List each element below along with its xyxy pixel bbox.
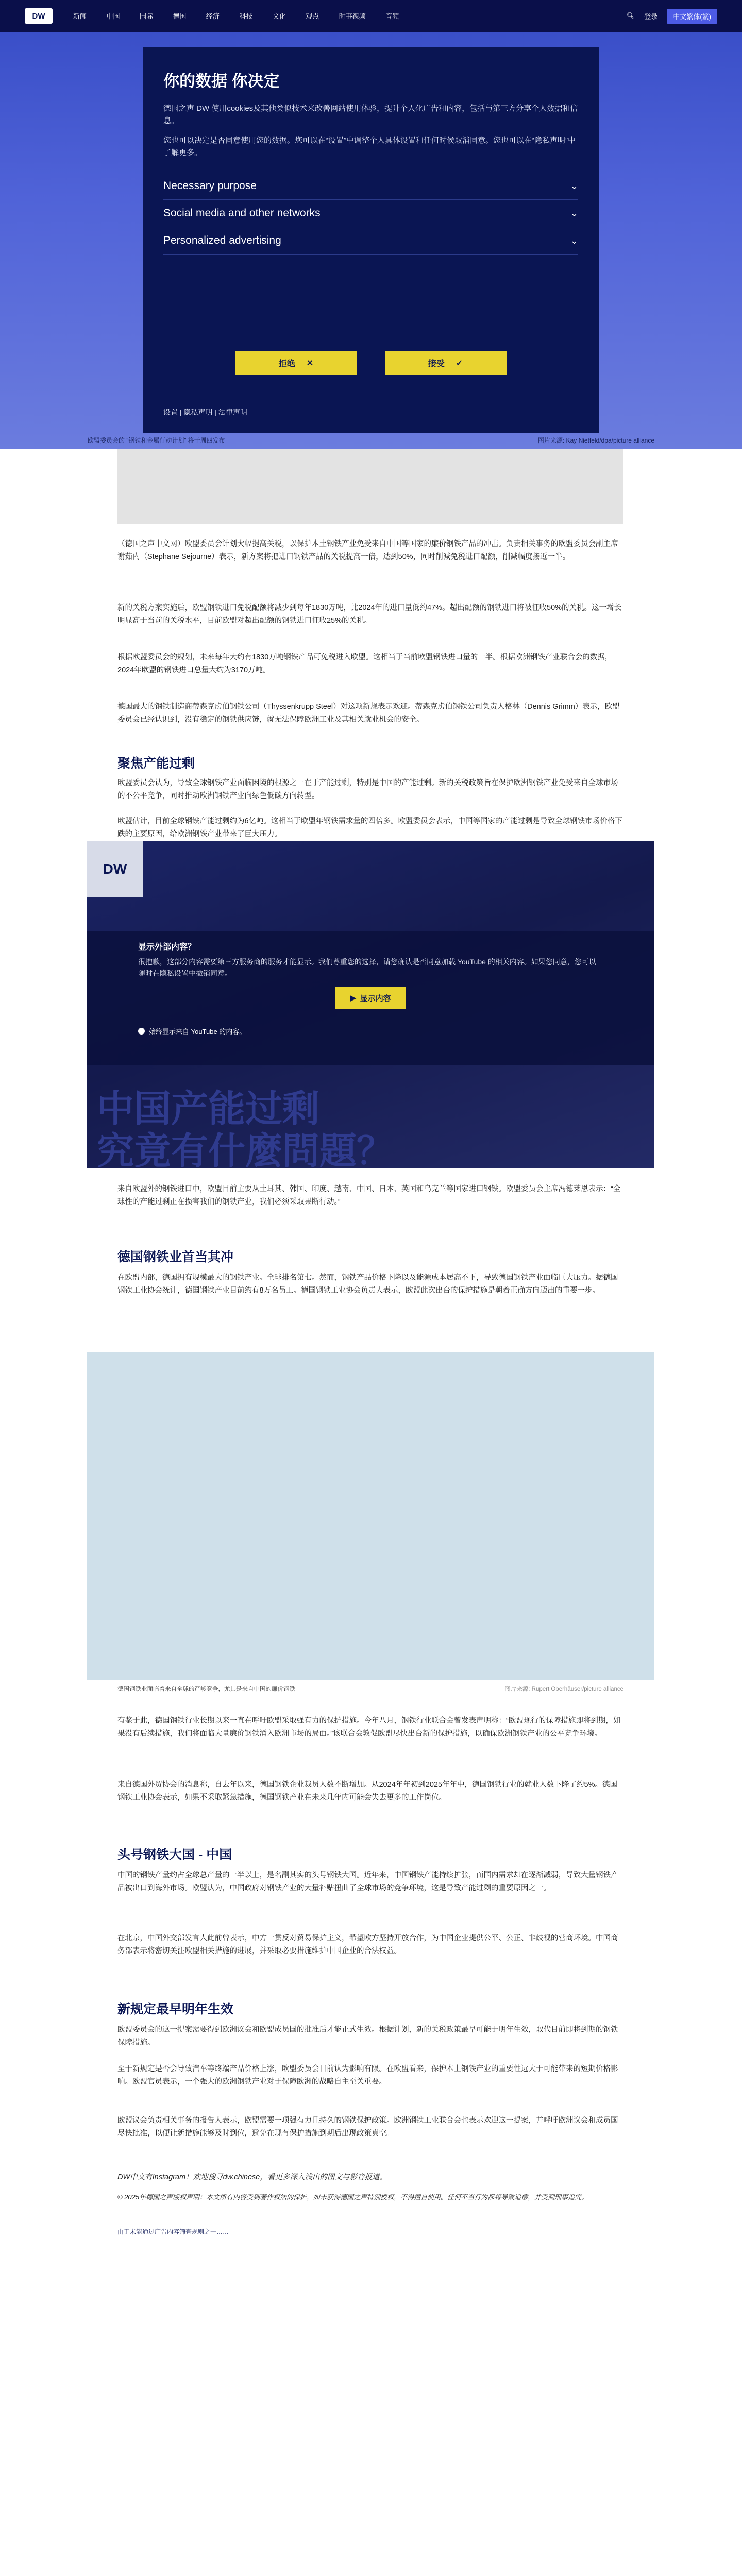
article-paragraph: 在北京，中国外交部发言人此前曾表示，中方一贯反对贸易保护主义，希望欧方坚持开放合作，为中国企业提供公平、公正、非歧视的营商环境。中国商务部表示将密切关注欧盟相关措施的进展，并采取必要措施维护中国企业的合法权益。 [117, 1934, 618, 1955]
consent-category-advertising[interactable] [163, 227, 578, 255]
article-paragraph: 欧盟估计，目前全球钢铁产能过剩约为6亿吨。这相当于欧盟年钢铁需求量的四倍多。欧盟委员会表示，中国等国家的产能过剩是导致全球钢铁市场价格下跌的主要原因，给欧洲钢铁产业带来了巨大压力。 [117, 817, 622, 838]
login-link[interactable]: 登录 [644, 12, 658, 21]
article-paragraph: 欧盟议会负责相关事务的报告人表示，欧盟需要一项强有力且持久的钢铁保护政策。欧洲钢铁工业联合会也表示欢迎这一提案，并呼吁欧洲议会和成员国尽快批准，以便让新措施能够及时到位，避免在现有保护措施到期后出现政策真空。 [117, 2116, 618, 2138]
article-paragraph: 德国最大的钢铁制造商蒂森克虏伯钢铁公司（Thyssenkrupp Steel）对这项新规表示欢迎。蒂森克虏伯钢铁公司负责人格林（Dennis Grimm）表示，欧盟委员会已经认识到，没有稳定的钢铁供应链，就无法保障欧洲工业及其相关就业机会的安全。 [117, 703, 620, 724]
youtube-embed [87, 841, 654, 1168]
photo-caption [117, 1685, 623, 1693]
consent-title: 你的数据 你决定 [163, 72, 280, 90]
article-paragraph: 至于新规定是否会导致汽车等终端产品价格上涨，欧盟委员会目前认为影响有限。在欧盟看来，保护本土钢铁产业的重要性远大于可能带来的短期价格影响。欧盟官员表示，一个强大的欧洲钢铁产业对于保障欧洲的战略自主至关重要。 [117, 2065, 618, 2086]
copyright-note: © 2025年德国之声版权声明：本文所有内容受到著作权法的保护，如未获得德国之声特别授权，不得擅自使用。任何不当行为都将导致追偿，并受到刑事追究。 [117, 2193, 588, 2201]
notice-desc: 很抱歉，这部分内容需要第三方服务商的服务才能显示。我们尊重您的选择，请您确认是否同意加载 YouTube 的相关内容。如果您同意，您可以随时在隐私设置中撤销同意。 [138, 958, 596, 977]
photo-credit: 图片来源: Rupert Oberhäuser/picture alliance [504, 1686, 623, 1692]
chevron-down-icon: ⌄ [570, 208, 578, 218]
consent-links: 设置 | 隐私声明 | 法律声明 [163, 408, 247, 416]
hero-photo-placeholder [117, 449, 623, 524]
section-heading: 新规定最早明年生效 [117, 2002, 234, 2016]
article-paragraph: 来自欧盟外的钢铁进口中，欧盟目前主要从土耳其、韩国、印度、越南、中国、日本、英国和乌克兰等国家进口钢铁。欧盟委员会主席冯德莱恩表示：“全球性的产能过剩正在损害我们的钢铁产业，我们必须采取果断行动。” [117, 1185, 621, 1206]
site-header [0, 0, 742, 32]
main-nav [73, 11, 416, 21]
consent-category-label: Personalized advertising [163, 234, 281, 246]
check-icon: ✓ [456, 359, 463, 368]
nav-item[interactable]: 时事视频 [339, 12, 366, 20]
consent-category-necessary[interactable] [163, 173, 578, 200]
article-paragraph: 根据欧盟委员会的规划，未来每年大约有1830万吨钢铁产品可免税进入欧盟。这相当于当前欧盟钢铁进口量的一半。根据欧洲钢铁产业联合会的数据，2024年欧盟的钢铁进口总量大约为3170万吨。 [117, 653, 613, 674]
steel-plant-photo [87, 1352, 654, 1680]
play-icon: ▶ [350, 994, 356, 1003]
hero-credit: 图片来源: Kay Nietfeld/dpa/picture alliance [537, 437, 654, 444]
article-paragraph: 来自德国外贸协会的消息称，自去年以来，德国钢铁企业裁员人数不断增加。从2024年年初到2025年年中，德国钢铁行业的就业人数下降了约5%。德国钢铁工业协会表示，如果不采取紧急措施，德国钢铁产业在未来几年内可能会失去更多的工作岗位。 [117, 1781, 617, 1802]
show-content-label: 显示内容 [360, 994, 391, 1003]
article-paragraph: （德国之声中文网）欧盟委员会计划大幅提高关税，以保护本土钢铁产业免受来自中国等国家的廉价钢铁产品的冲击。负责相关事务的欧盟委员会副主席谢茹内（Stephane Sejourne）表示，新方案将把进口钢铁产品的关税提高一倍，达到50%，同时削减免税进口配额，削减幅度接近一半。 [117, 540, 618, 561]
article-paragraph: 新的关税方案实施后，欧盟钢铁进口免税配额将减少到每年1830万吨，比2024年的进口量低约47%。超出配额的钢铁进口将被征收50%的关税。这一增长明显高于当前的关税水平，目前欧盟对超出配额的钢铁进口征收25%的关税。 [117, 604, 622, 625]
deny-button[interactable] [235, 351, 357, 375]
instagram-note: DW中文有Instagram！欢迎搜寻dw.chinese，看更多深入浅出的图文与影音报道。 [117, 2173, 387, 2181]
consent-text-2: 您也可以决定是否同意使用您的数据。您可以在“设置”中调整个人具体设置和任何时候取消同意。您也可以在“隐私声明”中了解更多。 [163, 136, 576, 157]
section-heading: 聚焦产能过剩 [117, 756, 195, 771]
always-show-checkbox[interactable] [138, 1026, 603, 1036]
photo-caption-text: 德国钢铁业面临着来自全球的严峻竞争，尤其是来自中国的廉价钢铁 [117, 1686, 295, 1692]
privacy-link[interactable]: 隐私声明 [183, 408, 213, 416]
dw-logo: DW [87, 841, 143, 897]
close-icon: ✕ [306, 359, 314, 368]
section-heading: 头号钢铁大国 - 中国 [117, 1848, 232, 1862]
nav-item[interactable]: 科技 [239, 12, 253, 20]
hero-caption [88, 436, 654, 445]
search-icon[interactable]: 🔍︎ [626, 12, 635, 20]
external-content-notice [87, 931, 654, 1065]
nav-item[interactable]: 中国 [106, 12, 120, 20]
section-heading: 德国钢铁业首当其冲 [117, 1250, 234, 1264]
article-paragraph: 欧盟委员会认为，导致全球钢铁产业面临困境的根源之一在于产能过剩，特别是中国的产能过剩。新的关税政策旨在保护欧洲钢铁产业免受来自全球市场的不公平竞争，同时推动欧洲钢铁产业向绿色低碳方向转型。 [117, 779, 618, 800]
legal-link[interactable]: 法律声明 [218, 408, 247, 416]
article-paragraph: 欧盟委员会的这一提案需要得到欧洲议会和欧盟成员国的批准后才能正式生效。根据计划，新的关税政策最早可能于明年生效，取代目前即将到期的钢铁保障措施。 [117, 2026, 618, 2047]
nav-item[interactable]: 观点 [306, 12, 319, 20]
consent-dialog [143, 47, 599, 433]
always-show-label: 始终显示来自 YouTube 的内容。 [149, 1028, 246, 1036]
article-paragraph: 在欧盟内部，德国拥有规模最大的钢铁产业。全球排名第七。然而，钢铁产品价格下降以及能源成本居高不下，导致德国钢铁产业面临巨大压力。据德国钢铁工业协会统计，德国钢铁产业目前约有8万名员工。德国钢铁工业协会负责人表示，欧盟此次出台的保护措施是朝着正确方向迈出的重要一步。 [117, 1274, 618, 1295]
consent-settings-link[interactable]: 设置 [163, 408, 178, 416]
article-paragraph: 中国的钢铁产量约占全球总产量的一半以上，是名副其实的头号钢铁大国。近年来，中国钢铁产能持续扩张，而国内需求却在逐渐减弱，导致大量钢铁产品被出口到海外市场。欧盟认为，中国政府对钢铁产业的大量补贴扭曲了全球市场的竞争环境，这是导致产能过剩的重要原因之一。 [117, 1871, 618, 1892]
chevron-down-icon: ⌄ [570, 180, 578, 191]
nav-item[interactable]: 音频 [385, 12, 399, 20]
language-button[interactable]: 中文繁体(繁) [667, 9, 717, 24]
chevron-down-icon: ⌄ [570, 235, 578, 246]
nav-item[interactable]: 新闻 [73, 12, 87, 20]
article-paragraph: 有鉴于此，德国钢铁行业长期以来一直在呼吁欧盟采取强有力的保护措施。今年八月，钢铁行业联合会曾发表声明称：“欧盟现行的保障措施即将到期，如果没有后续措施，我们将面临大量廉价钢铁涌入欧洲市场的局面。”该联合会敦促欧盟尽快出台新的保护措施，以确保欧洲钢铁产业的公平竞争环境。 [117, 1717, 621, 1738]
nav-item[interactable]: 德国 [173, 12, 187, 20]
nav-item[interactable]: 文化 [272, 12, 286, 20]
hero-caption-text: 欧盟委员会的 “钢铁和金属行动计划” 将于周四发布 [88, 437, 225, 444]
show-content-button[interactable] [335, 987, 406, 1009]
consent-category-social[interactable] [163, 200, 578, 227]
deny-label: 拒绝 [278, 360, 295, 368]
accept-button[interactable] [385, 351, 507, 375]
checkbox-icon [138, 1028, 145, 1035]
nav-item[interactable]: 经济 [206, 12, 220, 20]
nav-item[interactable]: 国际 [139, 12, 153, 20]
accept-label: 接受 [428, 360, 445, 368]
notice-title: 显示外部内容？ [138, 943, 196, 952]
consent-category-label: Necessary purpose [163, 180, 257, 192]
consent-category-label: Social media and other networks [163, 207, 321, 219]
video-overlay-text: 中国产能过剩 究竟有什麼問題？ [97, 1089, 394, 1168]
dw-logo[interactable]: DW [25, 8, 53, 24]
consent-text-1: 德国之声 DW 使用cookies及其他类似技术来改善网站使用体验，提升个人化广告和内容，包括与第三方分享个人数据和信息。 [163, 104, 578, 125]
ad-note: 由于未能通过广告内容筛查规则之一…… [117, 2228, 229, 2235]
